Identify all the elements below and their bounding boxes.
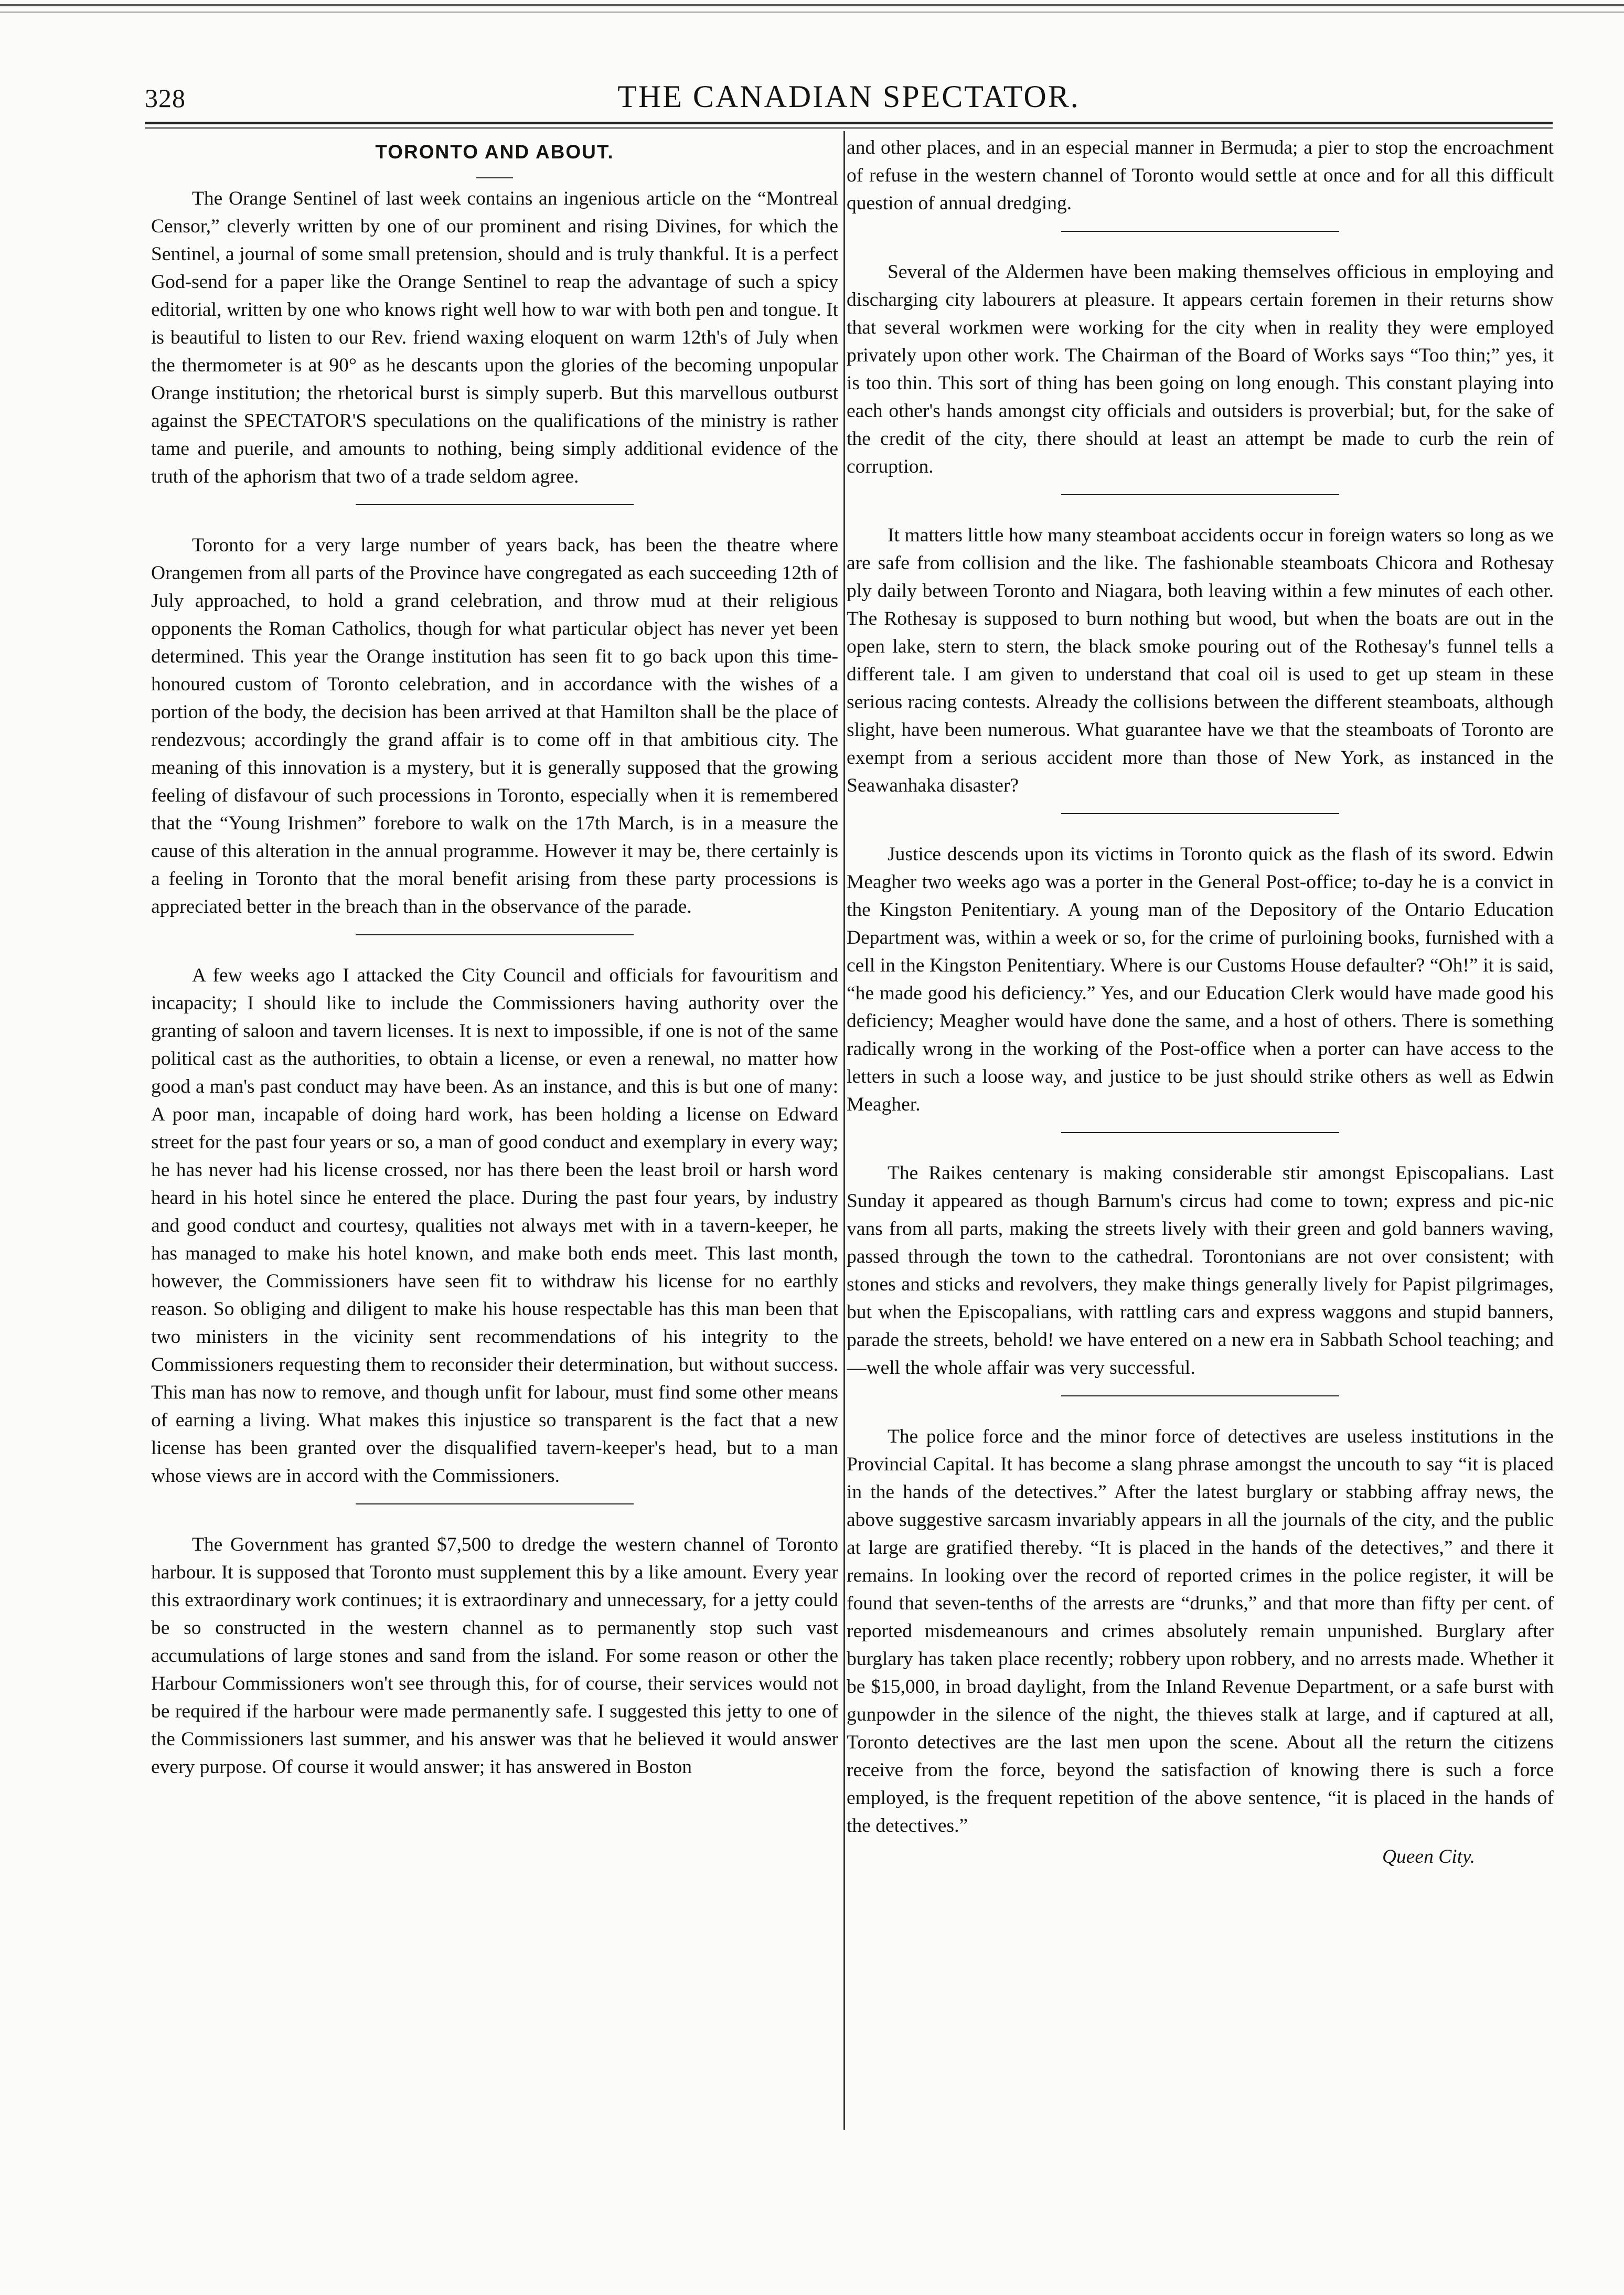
section-separator xyxy=(356,504,634,505)
section-separator xyxy=(1061,1395,1339,1396)
right-column xyxy=(847,134,1554,2127)
top-border-rule-thin xyxy=(0,12,1624,13)
title-underline xyxy=(476,177,513,178)
paragraph-police-force: The police force and the minor force of detectives are useless institutions in the Provincial Capital. It has become a slang phrase amongst the uncouth to say “it is placed in the hands of the detectives.” After the latest burglary or stabbing affray news, the above suggestive sarcasm invariably appears in all the journals of the city, and the public at large are gratified thereby. “It is placed in the hands of the detectives,” and there it remains. In looking over the record of reported crimes in the police register, it will be found that seven-tenths of the arrests are “drunks,” and that more than fifty per cent. of reported misdemeanours and crimes absolutely remain unpunished. Burglary after burglary has taken place recently; robbery upon robbery, and no arrests made. Whether it be $15,000, in broad daylight, from the Inland Revenue Department, or a safe burst with gunpowder in the silence of the night, the thieves stalk at large, and if captured at all, Toronto detectives are the last men upon the scene. About all the return the citizens receive from the force, beyond the satisfaction of knowing there is such a force employed, is the frequent repetition of the above sentence, “it is placed in the hands of the detectives.” xyxy=(847,1426,1554,1837)
section-separator xyxy=(1061,1132,1339,1133)
column-divider xyxy=(843,131,845,2130)
article-title: TORONTO AND ABOUT. xyxy=(375,141,614,163)
paragraph-orange-celebration: Toronto for a very large number of years back, has been the theatre where Orangemen from all parts of the Province have congregated as each succeeding 12th of July approached, to hold a grand celebration, and throw mud at their religious opponents the Roman Catholics, though for what particular object has never yet been determined. This year the Orange institution has seen fit to go back upon this time-honoured custom of Toronto celebration, and in accordance with the wishes of a portion of the body, the decision has been arrived at that Hamilton shall be the place of rendezvous; accordingly the grand affair is to come off in that ambitious city. The meaning of this innovation is a mystery, but it is generally supposed that the growing feeling of disfavour of such processions in Toronto, especially when it is remembered that the “Young Irishmen” forebore to walk on the 17th March, is in a measure the cause of this alteration in the annual programme. However it may be, there certainly is a feeling in Toronto that the moral benefit arising from these party processions is appreciated better in the breach than in the observance of the parade. xyxy=(151,535,838,917)
top-border-rule xyxy=(0,4,1624,6)
paragraph-tavern-licenses: A few weeks ago I attacked the City Council and officials for favouritism and incapacity; I should like to include the Commissioners having authority over the granting of saloon and tavern licenses. It is next to impossible, if one is not of the same political cast as the authorities, to obtain a license, or even a renewal, no matter how good a man's past conduct may have been. As an instance, and this is but one of many: A poor man, incapable of doing hard work, has been holding a license on Edward street for the past four years or so, a man of good conduct and exemplary in every way; he has never had his license crossed, nor has there been the least broil or harsh word heard in his hotel since he entered the place. During the past four years, by industry and good conduct and courtesy, qualities not always met with in a tavern-keeper, he has managed to make his hotel known, and make both ends meet. This last month, however, the Commissioners have seen fit to withdraw his license for no earthly reason. So obliging and diligent to make his house respectable has this man been that two ministers in the vicinity sent recommendations of his integrity to the Commissioners requesting them to reconsider their determination, but without success. This man has now to remove, and though unfit for labour, must find some other means of earning a living. What makes this injustice so transparent is the fact that a new license has been granted over the disqualified tavern-keeper's head, but to a man whose views are in accord with the Commissioners. xyxy=(151,965,838,1487)
header-rule-thin xyxy=(145,127,1553,129)
section-separator xyxy=(1061,231,1339,232)
publication-title: THE CANADIAN SPECTATOR. xyxy=(617,79,1080,114)
paragraph-steamboats: It matters little how many steamboat accidents occur in foreign waters so long as we are safe from collision and the like. The fashionable steamboats Chicora and Rothesay ply daily between Toronto and Niagara, both leaving within a few minutes of each other. The Rothesay is supposed to burn nothing but wood, but when the boats are out in the open lake, stern to stern, the black smoke pouring out of the Rothesay's funnel tells a different tale. I am given to understand that coal oil is used to get up steam in these serious racing contests. Already the collisions between the different steamboats, although slight, have been numerous. What guarantee have we that the steamboats of Toronto are exempt from a serious accident more than those of New York, as instanced in the Seawanhaka disaster? xyxy=(847,525,1554,796)
paragraph-justice: Justice descends upon its victims in Toronto quick as the flash of its sword. Edwin Meagher two weeks ago was a porter in the General Post-office; to-day he is a convict in the Kingston Penitentiary. A young man of the Depository of the Ontario Education Department was, within a week or so, for the crime of purloining books, furnished with a cell in the Kingston Penitentiary. Where is our Customs House defaulter? “Oh!” it is said, “he made good his deficiency.” Yes, and our Education Clerk would have made good his deficiency; Meagher would have done the same, and a host of others. There is something radically wrong in the working of the Post-office when a porter can have access to the letters in such a loose way, and justice to be just should strike others as well as Edwin Meagher. xyxy=(847,844,1554,1115)
author-signature: Queen City. xyxy=(1382,1846,1475,1867)
paragraph-harbour-continuation: and other places, and in an especial manner in Bermuda; a pier to stop the encroachment of refuse in the western channel of Toronto would settle at once and for all this difficult question of annual dredging. xyxy=(847,137,1554,214)
paragraph-raikes-centenary: The Raikes centenary is making considerable stir amongst Episcopalians. Last Sunday it appeared as though Barnum's circus had come to town; express and pic-nic vans from all parts, making the streets lively with their green and gold banners waving, passed through the town to the cathedral. Torontonians are not over consistent; with stones and sticks and revolvers, they make things generally lively for Papist pilgrimages, but when the Episcopalians, with rattling cars and express waggons and stupid banners, parade the streets, behold! we have entered on a new era in Sabbath School teaching; and—well the whole affair was very successful. xyxy=(847,1162,1554,1379)
section-separator xyxy=(1061,494,1339,495)
paragraph-aldermen: Several of the Aldermen have been making themselves officious in employing and discharging city labourers at pleasure. It appears certain foremen in their returns show that several workmen were working for the city when in reality they were employed privately upon other work. The Chairman of the Board of Works says “Too thin;” yes, it is too thin. This sort of thing has been going on long enough. This constant playing into each other's hands amongst city officials and outsiders is proverbial; but, for the sake of the credit of the city, there should at least an attempt be made to curb the rein of corruption. xyxy=(847,261,1554,477)
page-number: 328 xyxy=(145,83,186,113)
section-separator xyxy=(356,1503,634,1504)
paragraph-orange-sentinel: The Orange Sentinel of last week contains an ingenious article on the “Montreal Censor,” cleverly written by one of our prominent and rising Divines, for which the Sentinel, a journal of some small pretension, should and is truly thankful. It is a perfect God-send for a paper like the Orange Sentinel to reap the advantage of such a spicy editorial, written by one who knows right well how to war with both pen and tongue. It is beautiful to listen to our Rev. friend waxing eloquent on warm 12th's of July when the thermometer is at 90° as he descants upon the glories of the becoming unpopular Orange institution; the rhetorical burst is simply superb. But this marvellous outburst against the SPECTATOR'S speculations on the qualifications of the ministry is rather tame and puerile, and amounts to nothing, being simply additional evidence of the truth of the aphorism that two of a trade seldom agree. xyxy=(151,188,838,487)
page-header xyxy=(145,79,1553,121)
left-column xyxy=(151,134,838,2127)
header-rule xyxy=(145,122,1553,124)
section-separator xyxy=(356,934,634,935)
section-separator xyxy=(1061,813,1339,814)
paragraph-harbour-dredging: The Government has granted $7,500 to dredge the western channel of Toronto harbour. It is supposed that Toronto must supplement this by a like amount. Every year this extraordinary work continues; it is extraordinary and unnecessary, for a jetty could be so constructed in the western channel as to permanently stop such vast accumulations of large stones and sand from the island. For some reason or other the Harbour Commissioners won't see through this, for of course, their services would not be required if the harbour were made permanently safe. I suggested this jetty to one of the Commissioners last summer, and his answer was that he believed it would answer every purpose. Of course it would answer; it has answered in Boston xyxy=(151,1534,838,1778)
